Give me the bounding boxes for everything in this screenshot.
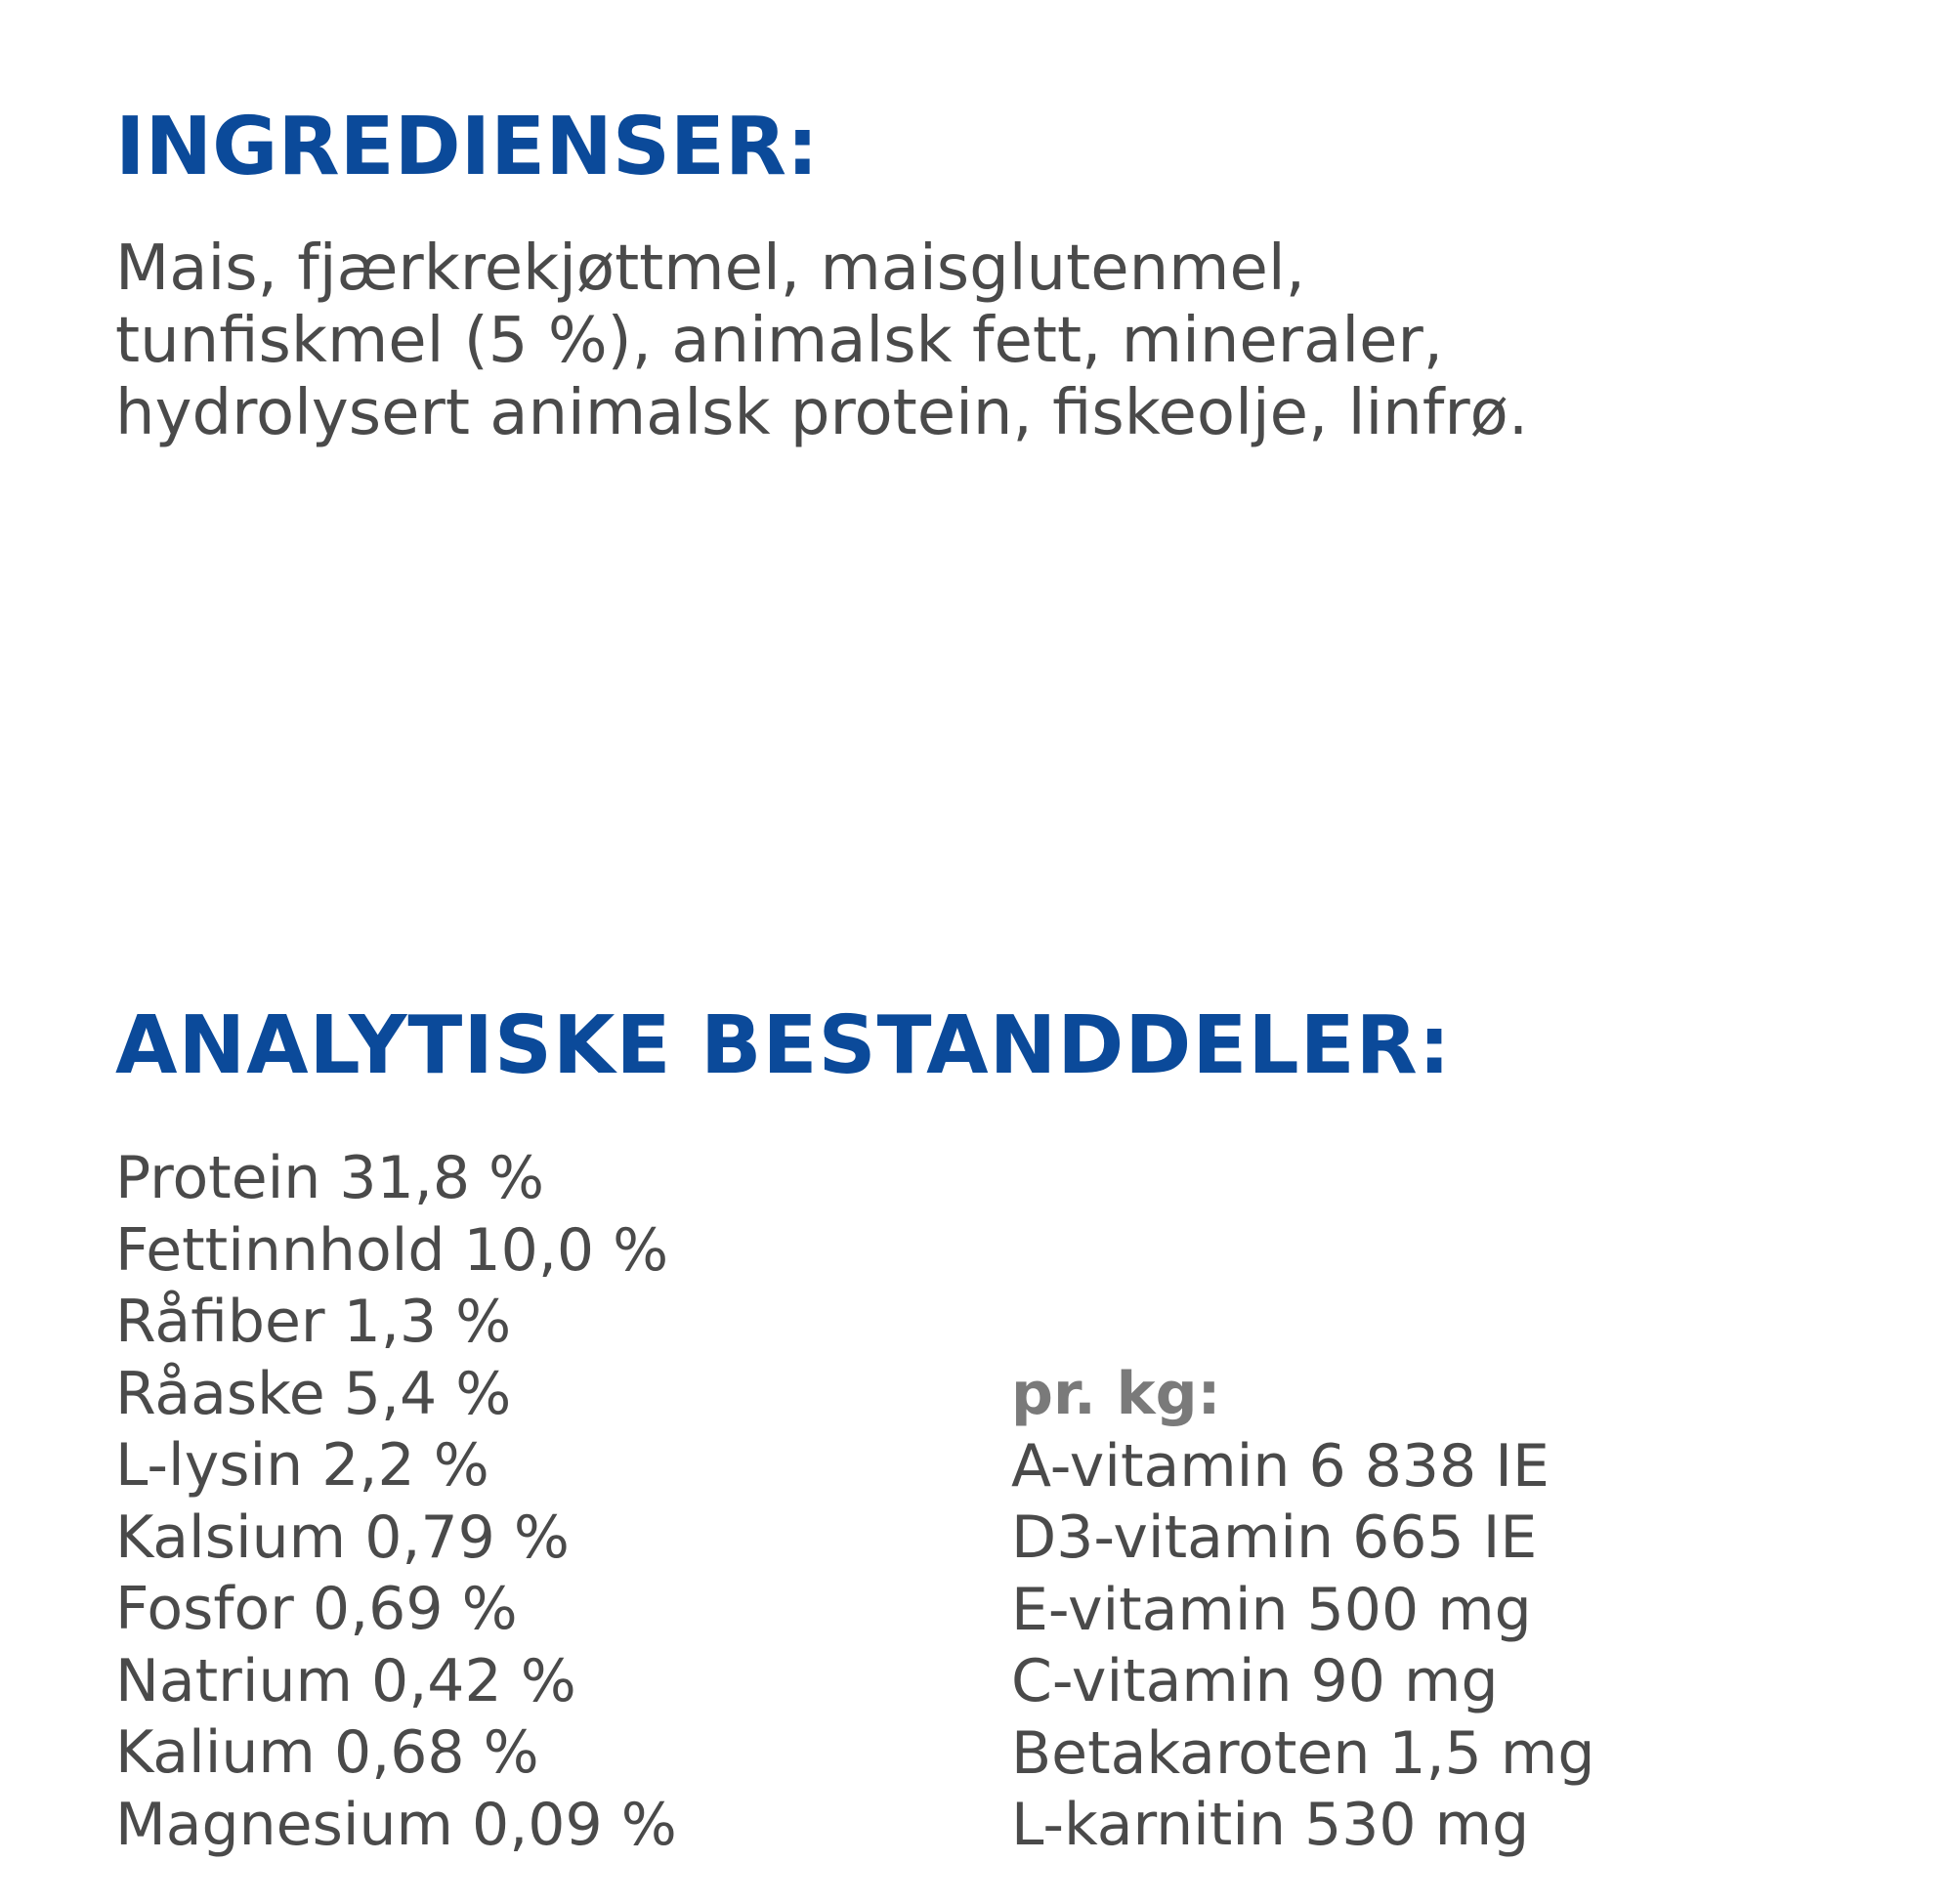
nutrients-list <box>115 1143 677 1861</box>
ingredients-line: Mais, fjærkrekjøttmel, maisglutenmel, <box>115 233 1305 305</box>
vitamins-block <box>1011 1359 1594 1862</box>
nutrient-item: Kalsium 0,79 % <box>115 1502 570 1572</box>
per-kg-label: pr. kg: <box>1011 1360 1221 1428</box>
vitamin-item: L-karnitin 530 mg <box>1011 1791 1530 1859</box>
ingredients-text <box>115 233 1854 449</box>
analytic-constituents-heading: ANALYTISKE BESTANDDELER: <box>115 999 1452 1092</box>
nutrient-item: Fettinnhold 10,0 % <box>115 1215 669 1285</box>
nutrient-item: Natrium 0,42 % <box>115 1646 576 1715</box>
nutrient-item: Råaske 5,4 % <box>115 1359 512 1428</box>
vitamins-list <box>1011 1431 1594 1862</box>
vitamin-item: C-vitamin 90 mg <box>1011 1647 1499 1715</box>
nutrient-item: Råfiber 1,3 % <box>115 1288 512 1356</box>
nutrient-item: Protein 31,8 % <box>115 1144 545 1212</box>
nutrient-item: Magnesium 0,09 % <box>115 1790 677 1859</box>
vitamin-item: A-vitamin 6 838 IE <box>1011 1431 1550 1501</box>
ingredients-heading: INGREDIENSER: <box>115 101 819 193</box>
ingredients-line: tunfiskmel (5 %), animalsk fett, mineraler, <box>115 305 1444 377</box>
vitamin-item: D3-vitamin 665 IE <box>1011 1503 1538 1572</box>
vitamin-item: E-vitamin 500 mg <box>1011 1575 1532 1644</box>
vitamin-item: Betakaroten 1,5 mg <box>1011 1718 1595 1788</box>
nutrient-item: Fosfor 0,69 % <box>115 1575 518 1643</box>
nutrient-item: Kalium 0,68 % <box>115 1718 539 1787</box>
ingredients-line: hydrolysert animalsk protein, fiskeolje, linfrø. <box>115 377 1529 449</box>
nutrient-item: L-lysin 2,2 % <box>115 1431 489 1500</box>
